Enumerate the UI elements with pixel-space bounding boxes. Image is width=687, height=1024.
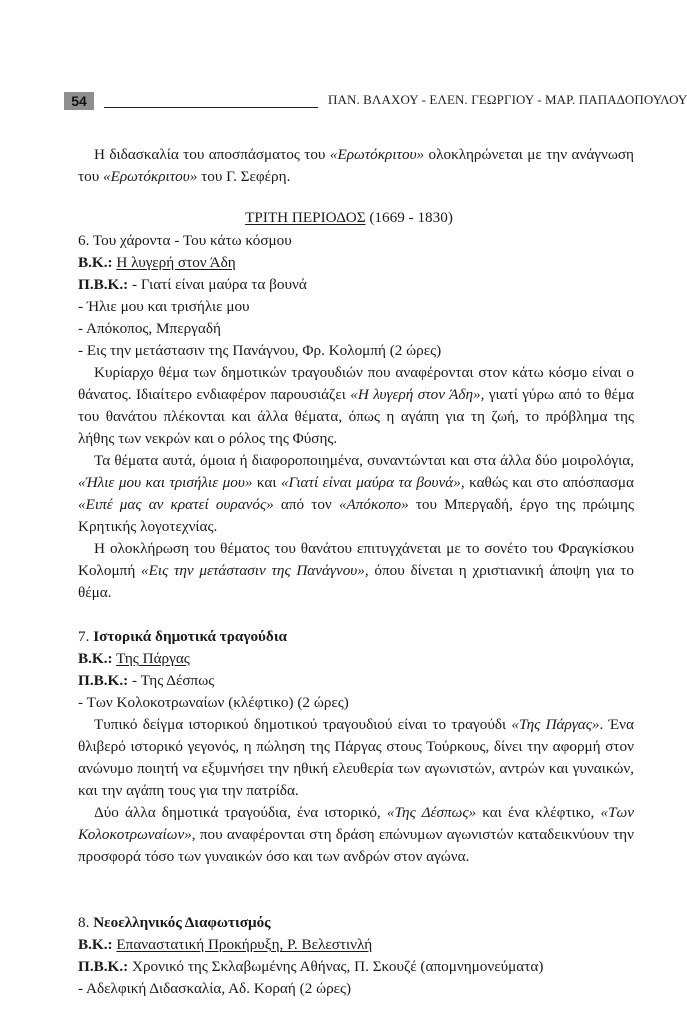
text-run: . Ένα θλιβερό ιστορικό γεγονός, η πώληση της Πάργας στους Τούρκους, δίνει την αφορμή στον ανώνυμο ποιητή να εξυμνήσει την ηθική ελευθερία των αγωνιστών, αντρών και γυναικών, και την αγάπη τους για την πατρίδα. [78,716,634,799]
period-heading [64,207,634,229]
text-run: και [252,474,281,491]
bk-label: Β.Κ.: [78,650,113,667]
page-number: 54 [64,92,94,110]
intro-paragraph [78,144,634,188]
text-run: , όπου δίνεται η χριστιανική άποψη για το θέμα. [78,562,635,601]
section-7-pbk [78,670,634,692]
text-run: Τυπικό δείγμα ιστορικού δημοτικού τραγουδιού είναι το τραγούδι [94,716,512,733]
italic-run: «Της Πάργας» [511,716,600,733]
list-item: - Ήλιε μου και τρισήλιε μου [78,298,250,315]
text-run: Δύο άλλα δημοτικά τραγούδια, ένα ιστορικό, [94,804,387,821]
section-7-heading [78,626,634,648]
italic-run: «Η λυγερή στον Άδη» [350,386,481,403]
section-7-bk [78,648,634,670]
section-6-paragraph-3 [78,538,634,604]
period-block [64,207,634,229]
italic-run: «Ειπέ μας αν κρατεί ουρανός» [78,496,274,513]
section-6-pbk [78,274,634,296]
italic-run: «Των Κολοκοτρωναίων» [78,804,634,843]
section-6-heading: 6. Του χάροντα - Του κάτω κόσμου [78,232,292,249]
pbk-label: Π.Β.Κ.: [78,276,129,293]
text-run: από τον [273,496,339,513]
section-number: 7. [78,628,94,645]
section-8-pbk [78,956,634,978]
list-item: - Απόκοπος, Μπεργαδή [78,320,221,337]
italic-run: «Ερωτόκριτου» [329,146,425,163]
text-run: , καθώς και στο απόσπασμα [460,474,634,491]
italic-run: «Απόκοπο» [338,496,409,513]
section-6 [78,230,634,604]
period-years: (1669 - 1830) [365,209,453,226]
section-7-paragraph-2 [78,802,634,868]
period-title: ΤΡΙΤΗ ΠΕΡΙΟΔΟΣ [245,209,366,226]
section-title: Νεοελληνικός Διαφωτισμός [93,914,271,931]
section-6-paragraph-1 [78,362,634,450]
section-8-bk [78,934,634,956]
section-8-heading [78,912,634,934]
bk-label: Β.Κ.: [78,936,113,953]
italic-run: «Ήλιε μου και τρισήλιε μου» [78,474,253,491]
intro-block [78,144,634,188]
pbk-label: Π.Β.Κ.: [78,958,129,975]
list-item: - Εις την μετάστασιν της Πανάγνου, Φρ. Κολομπή (2 ώρες) [78,342,442,359]
text-run: Η διδασκαλία του αποσπάσματος του [94,146,330,163]
list-item: - Των Κολοκοτρωναίων (κλέφτικο) (2 ώρες) [78,694,349,711]
italic-run: «Εις την μετάστασιν της Πανάγνου» [141,562,365,579]
text-run: του Γ. Σεφέρη. [197,168,291,185]
text-run: , γιατί γύρω από το θέμα του θανάτου πλέκονται και άλλα θέματα, όπως η αγάπη για τη ζωή, το πρόβλημα της λήθης των νεκρών και ο ρόλος της Φύσης. [78,386,634,447]
italic-run: «Της Δέσπως» [386,804,477,821]
text-run: Τα θέματα αυτά, όμοια ή διαφοροποιημένα, συναντώνται και στα άλλα δύο μοιρολόγια, [94,452,634,469]
bk-value: Της Πάργας [116,650,190,667]
text-run: και ένα κλέφτικο, [476,804,601,821]
bk-value: Η λυγερή στον Άδη [116,254,236,271]
text-run: Κυρίαρχο θέμα των δημοτικών τραγουδιών που αναφέρονται στον κάτω κόσμο είναι ο θάνατος. Ιδιαίτερο ενδιαφέρον παρουσιάζει [78,364,634,403]
section-title: Ιστορικά δημοτικά τραγούδια [93,628,287,645]
text-run: ολοκληρώνεται με την ανάγνωση του [78,146,635,185]
bk-label: Β.Κ.: [78,254,113,271]
section-7-paragraph-1 [78,714,634,802]
header-authors: ΠΑΝ. ΒΛΑΧΟΥ - ΕΛΕΝ. ΓΕΩΡΓΙΟΥ - ΜΑΡ. ΠΑΠΑΔΟΠΟΥΛΟΥ [328,92,687,107]
pbk-value: - Γιατί είναι μαύρα τα βουνά [128,276,307,293]
italic-run: «Γιατί είναι μαύρα τα βουνά» [280,474,461,491]
page-header [64,88,687,112]
section-6-bk [78,252,634,274]
bk-value: Επαναστατική Προκήρυξη, Ρ. Βελεστινλή [116,936,373,953]
text-run: , που αναφέρονται στη δράση επώνυμων αγωνιστών καταδεικνύουν την προσφορά τόσο των γυναικών όσο και των ανδρών στον αγώνα. [78,826,634,865]
section-7 [78,626,634,868]
section-8 [78,912,634,1000]
pbk-value: - Της Δέσπως [128,672,215,689]
pbk-label: Π.Β.Κ.: [78,672,129,689]
text-run: του Μπεργαδή, έργο της πρώιμης Κρητικής λογοτεχνίας. [78,496,634,535]
italic-run: «Ερωτόκριτου» [103,168,198,185]
text-run: Η ολοκλήρωση του θέματος του θανάτου επιτυγχάνεται με το σονέτο του Φραγκίσκου Κολομπή [78,540,634,579]
list-item: - Αδελφική Διδασκαλία, Αδ. Κοραή (2 ώρες) [78,980,352,997]
section-number: 8. [78,914,94,931]
pbk-value: Χρονικό της Σκλαβωμένης Αθήνας, Π. Σκουζέ (απομνημονεύματα) [128,958,544,975]
section-6-paragraph-2 [78,450,634,538]
header-rule [104,107,318,108]
